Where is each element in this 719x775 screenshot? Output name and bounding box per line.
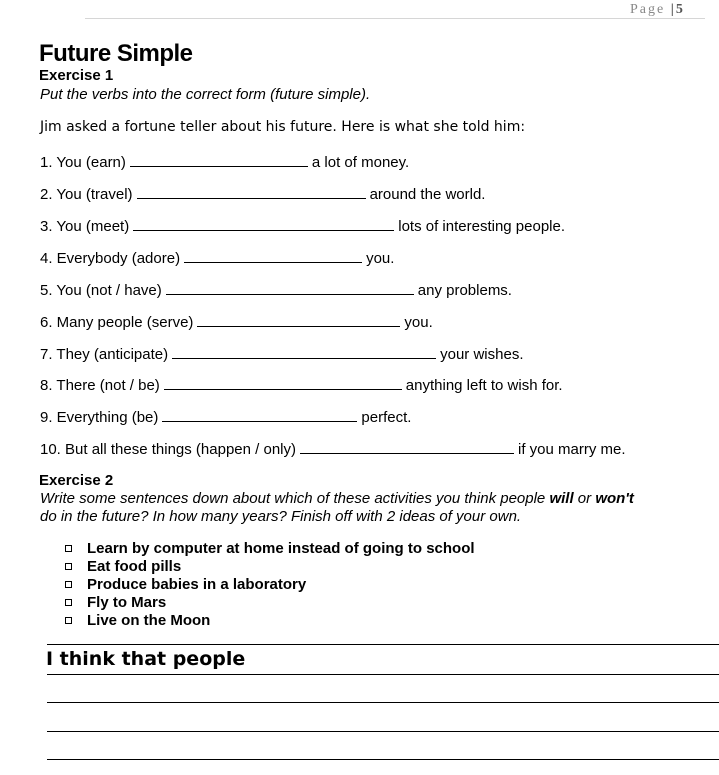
item-prompt: 3. You (meet) bbox=[40, 218, 130, 235]
item-continuation: around the world. bbox=[369, 186, 486, 203]
item-continuation: anything left to wish for. bbox=[405, 377, 563, 394]
checkbox-bullet-icon bbox=[65, 599, 72, 606]
page-number: Page |5 bbox=[630, 2, 685, 17]
item-prompt: 4. Everybody (adore) bbox=[40, 250, 181, 267]
exercise-item bbox=[40, 344, 524, 363]
answer-blank[interactable] bbox=[130, 152, 308, 167]
answer-blank[interactable] bbox=[164, 375, 402, 390]
item-continuation: if you marry me. bbox=[518, 441, 626, 458]
answer-blank[interactable] bbox=[166, 280, 414, 295]
answer-blank[interactable] bbox=[300, 439, 514, 454]
answer-start-text: I think that people bbox=[46, 648, 246, 670]
exercise1-intro: Jim asked a fortune teller about his future. Here is what she told him: bbox=[40, 119, 526, 135]
checkbox-bullet-icon bbox=[65, 617, 72, 624]
exercise-item bbox=[40, 184, 485, 203]
writing-line bbox=[47, 702, 719, 703]
item-continuation: you. bbox=[404, 314, 433, 331]
exercise-item bbox=[40, 407, 411, 426]
exercise-item bbox=[40, 248, 394, 267]
item-continuation: lots of interesting people. bbox=[398, 218, 566, 235]
item-prompt: 8. There (not / be) bbox=[40, 377, 160, 394]
item-continuation: you. bbox=[366, 250, 395, 267]
item-prompt: 10. But all these things (happen / only) bbox=[40, 441, 296, 458]
item-prompt: 2. You (travel) bbox=[40, 186, 133, 203]
list-item: Produce babies in a laboratory bbox=[65, 576, 475, 594]
activity-list bbox=[65, 540, 475, 630]
list-item: Eat food pills bbox=[65, 558, 475, 576]
exercise-item bbox=[40, 439, 626, 458]
answer-blank[interactable] bbox=[137, 184, 366, 199]
list-item: Live on the Moon bbox=[65, 612, 475, 630]
answer-blank[interactable] bbox=[197, 312, 400, 327]
item-continuation: your wishes. bbox=[440, 346, 524, 363]
exercise-item bbox=[40, 280, 512, 299]
answer-blank[interactable] bbox=[184, 248, 362, 263]
exercise-item bbox=[40, 216, 565, 235]
item-prompt: 1. You (earn) bbox=[40, 154, 126, 171]
item-continuation: perfect. bbox=[361, 409, 412, 426]
list-item: Learn by computer at home instead of going to school bbox=[65, 540, 475, 558]
item-continuation: a lot of money. bbox=[311, 154, 410, 171]
writing-line bbox=[47, 674, 719, 675]
answer-blank[interactable] bbox=[133, 216, 394, 231]
exercise2-heading: Exercise 2 bbox=[39, 472, 114, 489]
checkbox-bullet-icon bbox=[65, 563, 72, 570]
item-prompt: 5. You (not / have) bbox=[40, 282, 162, 299]
page-title: Future Simple bbox=[39, 40, 193, 67]
exercise2-instruction: Write some sentences down about which of these activities you think people will or won't do in the future? In how many years? Finish off with 2 ideas of your own. bbox=[40, 490, 634, 525]
exercise1-instruction: Put the verbs into the correct form (future simple). bbox=[40, 86, 371, 103]
list-item: Fly to Mars bbox=[65, 594, 475, 612]
writing-line bbox=[47, 731, 719, 732]
item-prompt: 6. Many people (serve) bbox=[40, 314, 194, 331]
checkbox-bullet-icon bbox=[65, 545, 72, 552]
item-continuation: any problems. bbox=[417, 282, 512, 299]
answer-blank[interactable] bbox=[162, 407, 357, 422]
item-prompt: 7. They (anticipate) bbox=[40, 346, 169, 363]
exercise1-heading: Exercise 1 bbox=[39, 67, 114, 84]
exercise-item bbox=[40, 152, 409, 171]
answer-blank[interactable] bbox=[172, 344, 436, 359]
item-prompt: 9. Everything (be) bbox=[40, 409, 159, 426]
header-rule bbox=[85, 18, 705, 19]
writing-line bbox=[47, 759, 719, 760]
exercise-item bbox=[40, 375, 563, 394]
writing-line bbox=[47, 644, 719, 645]
exercise-item bbox=[40, 312, 433, 331]
checkbox-bullet-icon bbox=[65, 581, 72, 588]
